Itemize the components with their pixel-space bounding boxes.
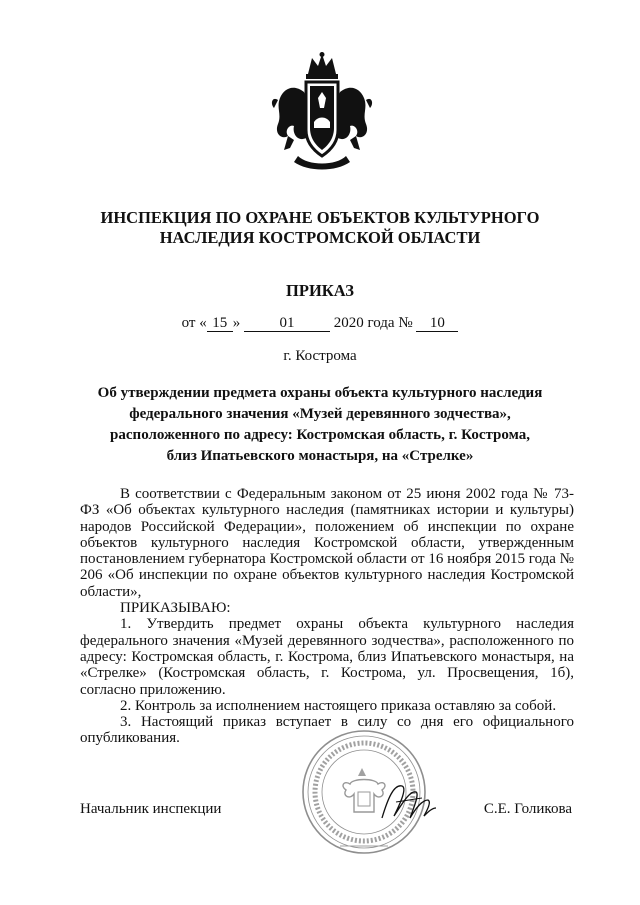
order-day: 15 [207, 316, 233, 332]
coat-of-arms-icon [268, 52, 376, 172]
order-month: 01 [244, 316, 330, 332]
date-prefix: от « [181, 315, 207, 331]
signer-position: Начальник инспекции [80, 801, 222, 817]
order-item-1: 1. Утвердить предмет охраны объекта культурного наследия федерального значения «Музей деревянного зодчества», расположенного по адресу: Костромская область, г. Кострома, близ Ипатьевского монастыря, на «Стрелке» (Костромская область, г. Кострома, ул. Просвещения, 1б), согласно приложению. [80, 616, 574, 698]
subject-line-1: Об утверждении предмета охраны объекта культурного наследия [97, 385, 543, 401]
order-subject [80, 383, 560, 467]
order-directive: ПРИКАЗЫВАЮ: [120, 600, 231, 617]
order-city: г. Кострома [283, 348, 357, 364]
order-item-3: 3. Настоящий приказ вступает в силу со дня его официального опубликования. [80, 714, 574, 747]
agency-name [60, 208, 580, 248]
signer-name: С.Е. Голикова [483, 801, 572, 817]
agency-name-line-1: ИНСПЕКЦИЯ ПО ОХРАНЕ ОБЪЕКТОВ КУЛЬТУРНОГО [100, 208, 540, 227]
agency-name-line-2: НАСЛЕДИЯ КОСТРОМСКОЙ ОБЛАСТИ [159, 228, 481, 247]
handwritten-signature-icon [376, 778, 440, 826]
order-date-line [0, 315, 640, 332]
subject-line-3: расположенного по адресу: Костромская область, г. Кострома, [110, 427, 530, 443]
document-type: ПРИКАЗ [286, 281, 354, 300]
subject-line-2: федерального значения «Музей деревянного зодчества», [129, 406, 511, 422]
preamble-paragraph: В соответствии с Федеральным законом от 25 июня 2002 года № 73-ФЗ «Об объектах культурного наследия (памятниках истории и культуры) народов Российской Федерации», положением об инспекции по охране объектов культурного наследия Костромской области, утвержденным постановлением губернатора Костромской области от 16 ноября 2015 года № 206 «Об инспекции по охране объектов культурного наследия Костромской области», [80, 486, 574, 600]
subject-line-4: близ Ипатьевского монастыря, на «Стрелке» [166, 448, 474, 464]
order-year-text: 2020 года № [333, 315, 413, 331]
order-number: 10 [416, 316, 458, 332]
order-item-2: 2. Контроль за исполнением настоящего приказа оставляю за собой. [120, 697, 557, 714]
order-body [80, 486, 574, 747]
date-day-close: » [232, 315, 241, 331]
